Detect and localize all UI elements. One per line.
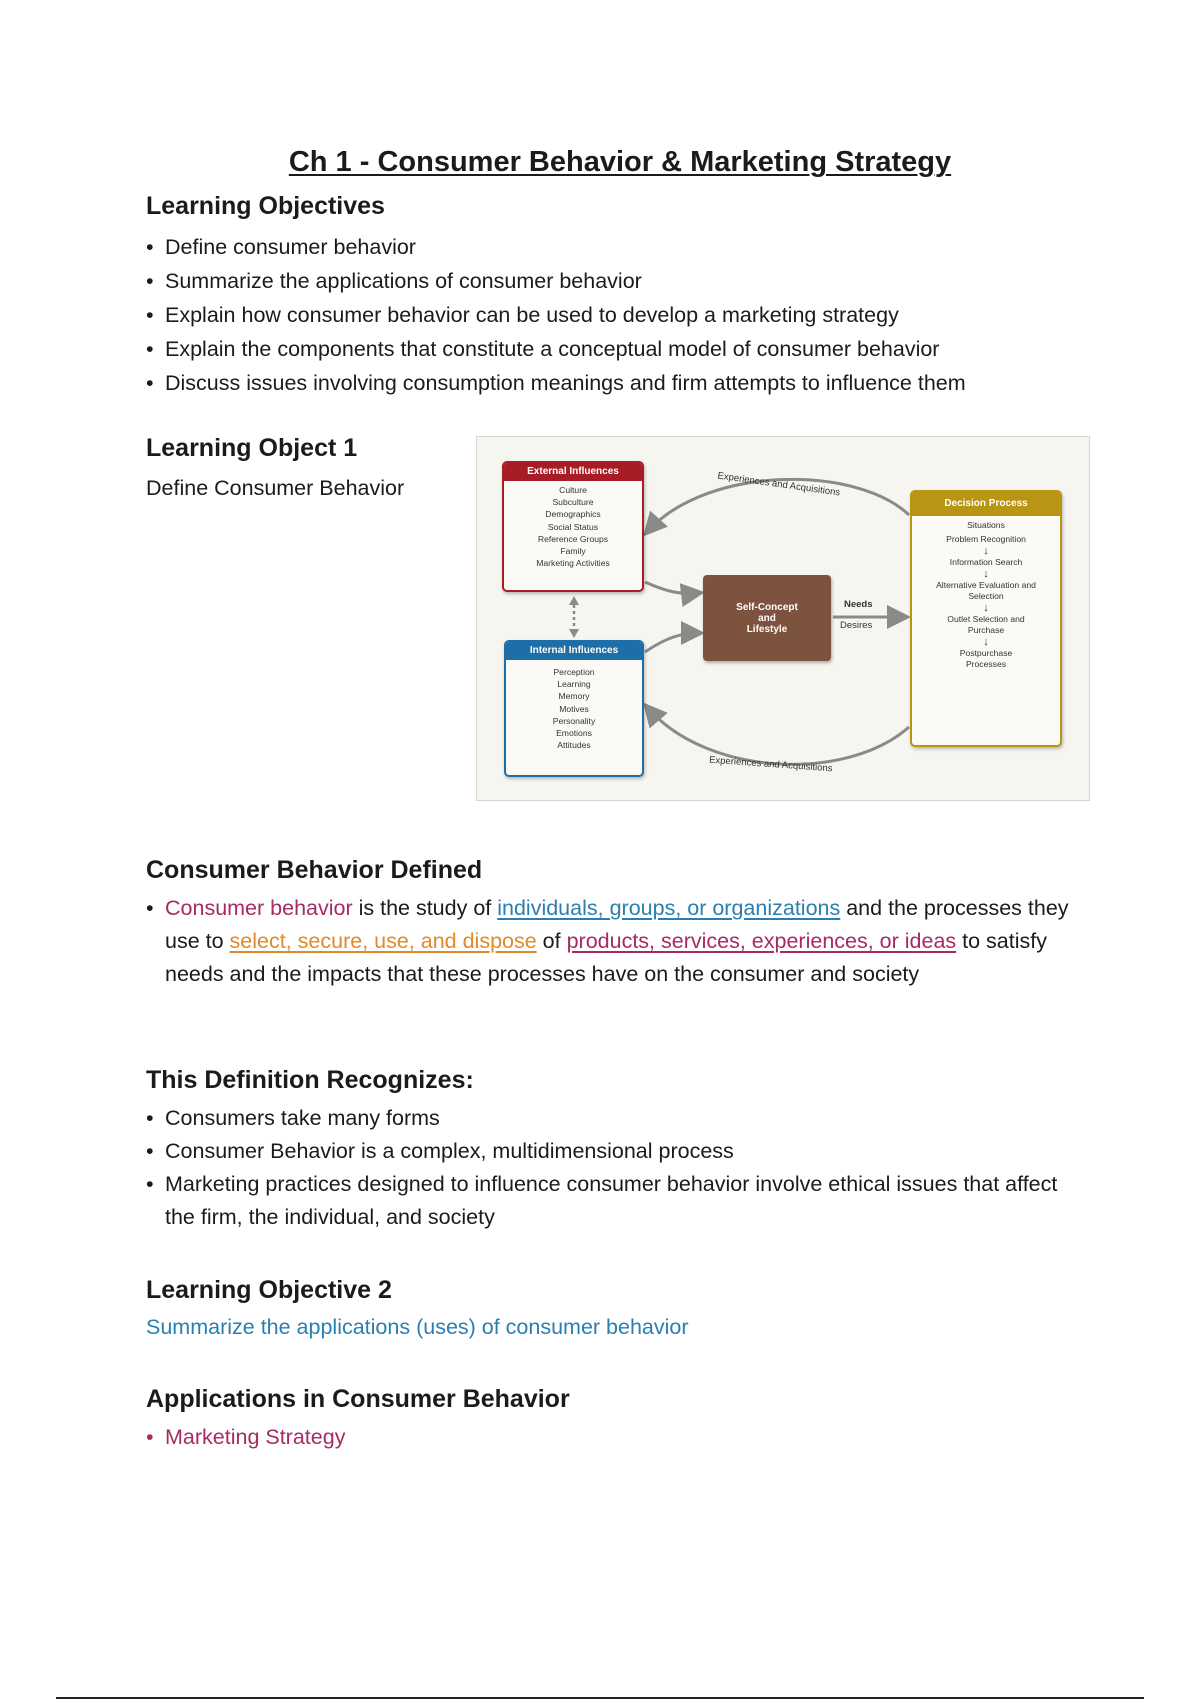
actions-highlight: select, secure, use, and dispose — [229, 929, 537, 953]
external-influences-title: External Influences — [504, 463, 642, 481]
self-concept-line: and — [758, 612, 776, 624]
down-arrow-icon: ↓ — [983, 602, 989, 614]
list-item: Marketing Activities — [536, 558, 610, 569]
self-concept-line: Self-Concept — [736, 601, 798, 613]
learning-objectives-heading: Learning Objectives — [146, 192, 385, 220]
page-title: Ch 1 - Consumer Behavior & Marketing Strategy — [288, 146, 952, 178]
external-to-self-arrow — [645, 582, 699, 594]
top-arc-label: Experiences and Acquisitions — [716, 470, 841, 499]
list-item: • Consumers take many forms — [146, 1102, 1086, 1135]
external-influences-box — [502, 461, 644, 592]
decision-process-box — [910, 490, 1062, 747]
down-arrow-icon: ↓ — [983, 636, 989, 648]
decision-step: Problem Recognition — [946, 534, 1026, 544]
list-item: Subculture — [552, 497, 594, 508]
list-item: Emotions — [556, 728, 592, 739]
list-item: Culture — [559, 485, 587, 495]
list-item: • Marketing practices designed to influence consumer behavior involve ethical issues that affect the firm, the individual, and society — [146, 1168, 1086, 1234]
needs-label: Needs — [844, 599, 873, 610]
definition-text: of — [536, 929, 567, 953]
decision-step: Situations — [967, 520, 1005, 530]
list-item: Motives — [559, 703, 589, 714]
list-item: • Explain how consumer behavior can be used to develop a marketing strategy — [146, 298, 1086, 332]
list-item: Perception — [553, 667, 595, 677]
applications-list — [146, 1420, 1086, 1454]
list-item: Reference Groups — [537, 533, 609, 544]
bottom-feedback-arc — [647, 707, 909, 764]
desires-label: Desires — [840, 620, 873, 631]
what-highlight: products, services, experiences, or ideas — [566, 929, 957, 953]
decision-step: Postpurchase Processes — [959, 648, 1013, 669]
list-item: • Explain the components that constitute a conceptual model of consumer behavior — [146, 332, 1086, 366]
self-concept-box — [703, 575, 831, 661]
learning-objective-2-subtitle: Summarize the applications (uses) of consumer behavior — [146, 1315, 689, 1339]
learning-object-1-heading: Learning Object 1 — [146, 434, 358, 462]
list-item: • Marketing Strategy — [146, 1420, 1086, 1454]
applications-heading: Applications in Consumer Behavior — [146, 1385, 570, 1413]
recognizes-list — [146, 1102, 1086, 1234]
list-item: Memory — [558, 691, 590, 702]
decision-step: Outlet Selection and Purchase — [947, 614, 1025, 635]
decision-process-title: Decision Process — [912, 492, 1060, 516]
learning-object-1-subtitle: Define Consumer Behavior — [146, 476, 405, 500]
list-item: Personality — [552, 715, 596, 726]
who-highlight: individuals, groups, or organizations — [497, 896, 841, 920]
list-item: Learning — [557, 679, 591, 690]
list-item: • Discuss issues involving consumption meanings and firm attempts to influence them — [146, 366, 1086, 400]
list-item: • Consumer Behavior is a complex, multidimensional process — [146, 1135, 1086, 1168]
list-item: Demographics — [545, 509, 601, 520]
self-concept-line: Lifestyle — [746, 623, 788, 635]
bottom-arc-label: Experiences and Acquisitions — [708, 754, 833, 775]
list-item: • Summarize the applications of consumer behavior — [146, 264, 1086, 298]
down-arrow-icon: ↓ — [983, 545, 989, 557]
list-item: Attitudes — [557, 740, 591, 751]
down-arrow-icon: ↓ — [983, 568, 989, 580]
page-bottom-rule — [56, 1697, 1144, 1699]
consumer-behavior-model-diagram — [476, 436, 1090, 801]
internal-influences-box — [504, 640, 644, 777]
list-item: Social Status — [547, 521, 599, 532]
internal-to-self-arrow — [645, 633, 699, 652]
consumer-behavior-defined-heading: Consumer Behavior Defined — [146, 856, 483, 884]
term-highlight: Consumer behavior — [165, 896, 353, 920]
list-item: Family — [560, 546, 586, 557]
definition-text: and the processes they use to — [165, 896, 1069, 953]
learning-objective-2-heading: Learning Objective 2 — [146, 1276, 392, 1304]
definition-list — [146, 892, 1086, 991]
list-item: • Define consumer behavior — [146, 230, 1086, 264]
definition-item — [146, 892, 1086, 991]
decision-step: Information Search — [949, 557, 1023, 567]
learning-objectives-list — [146, 230, 1086, 400]
definition-recognizes-heading: This Definition Recognizes: — [146, 1066, 474, 1094]
decision-step: Alternative Evaluation and Selection — [936, 580, 1036, 601]
definition-text: to satisfy needs and the impacts that these processes have on the consumer and society — [165, 929, 1047, 986]
internal-influences-title: Internal Influences — [506, 642, 642, 660]
definition-text: is the study of — [352, 896, 498, 920]
